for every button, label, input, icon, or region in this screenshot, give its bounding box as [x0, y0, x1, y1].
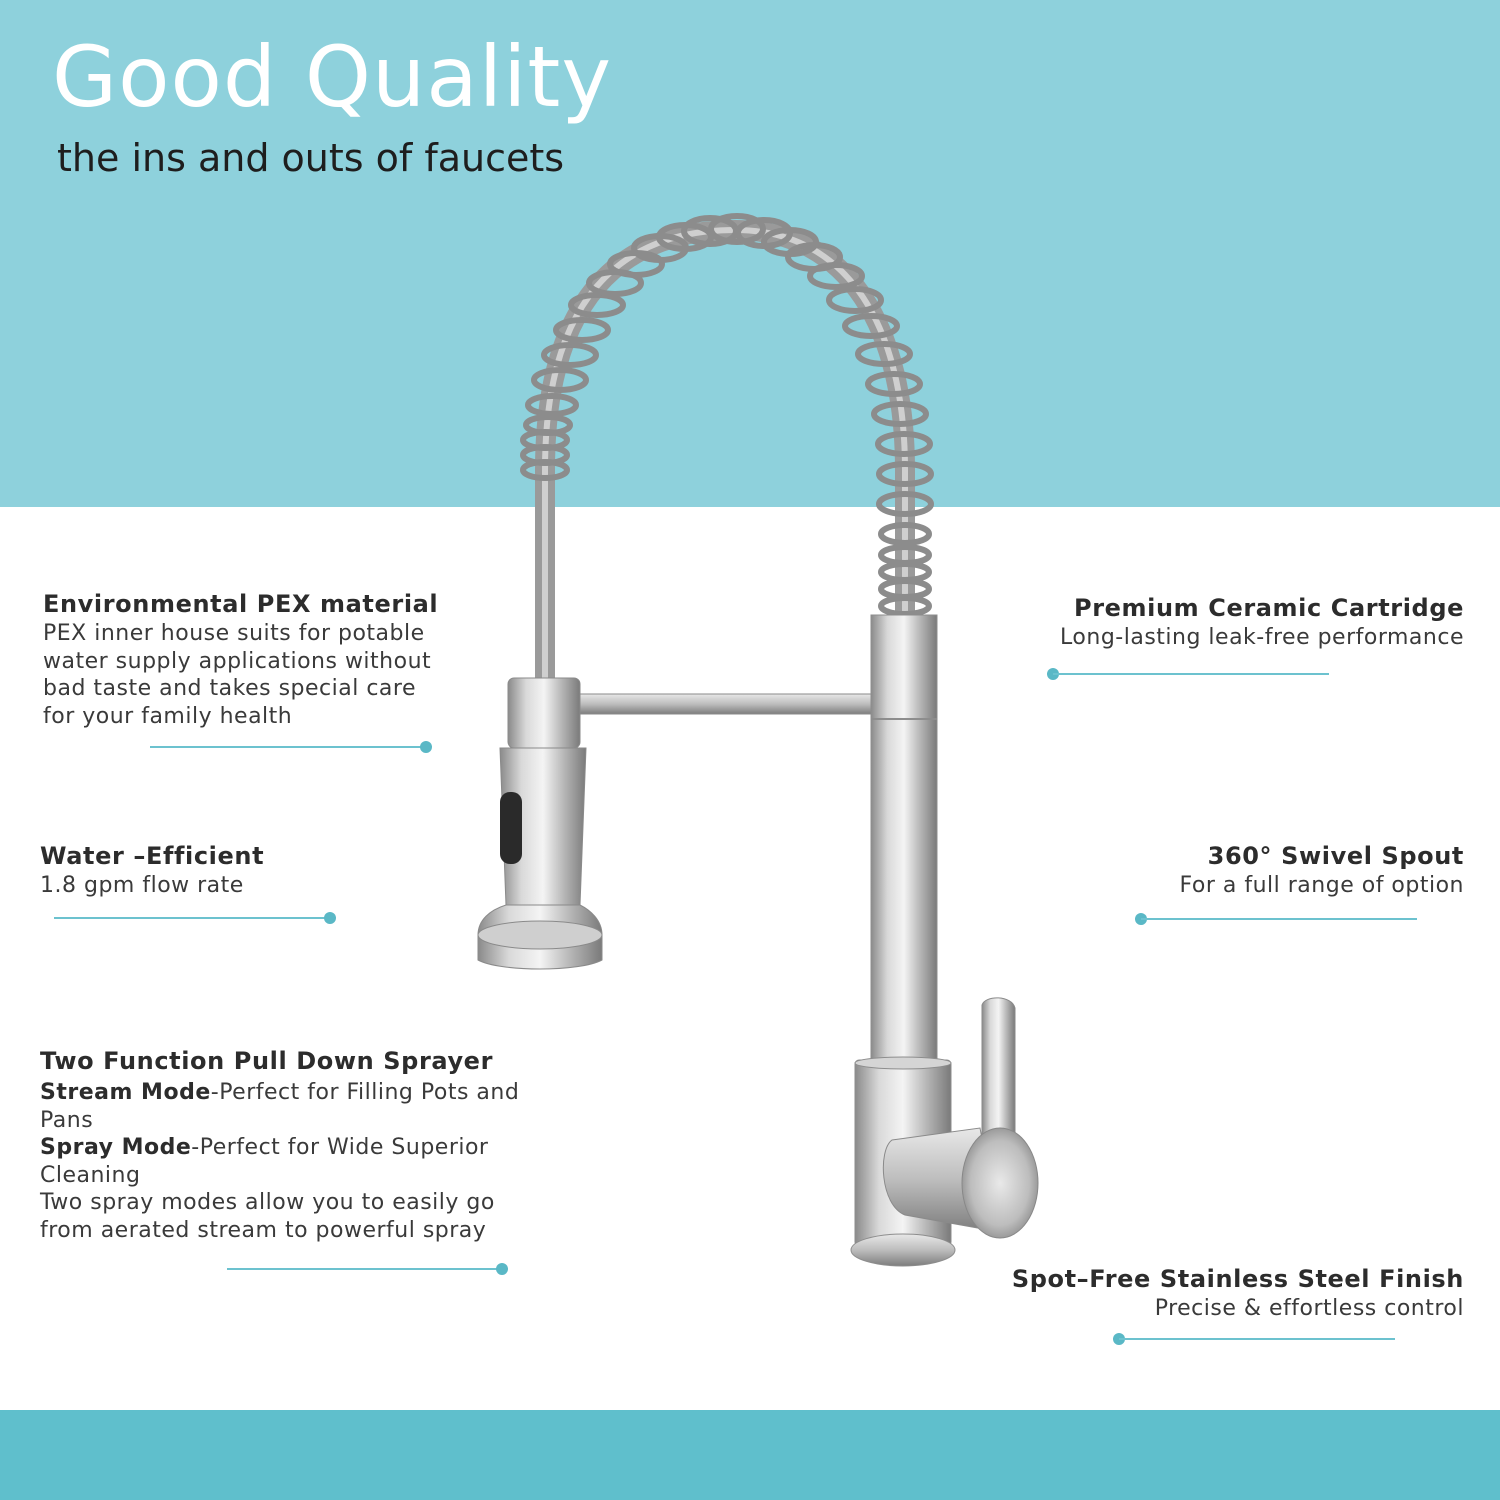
- feature-sprayer-title: Two Function Pull Down Sprayer: [40, 1047, 493, 1075]
- sprayer-connector-line: [227, 1268, 503, 1270]
- sprayer-button: [500, 792, 522, 864]
- feature-cartridge-title: Premium Ceramic Cartridge: [1074, 594, 1464, 622]
- stream-mode-text-cont: Pans: [40, 1107, 94, 1133]
- feature-cartridge-desc: Long-lasting leak-free performance: [1060, 625, 1464, 650]
- feature-cartridge: [1024, 594, 1464, 652]
- stream-mode-text: -Perfect for Filling Pots and: [210, 1080, 520, 1105]
- finish-connector-line: [1119, 1338, 1395, 1340]
- holder-arm: [560, 694, 888, 714]
- feature-water-desc: 1.8 gpm flow rate: [40, 873, 244, 898]
- spray-mode-label: Spray Mode: [40, 1135, 192, 1160]
- feature-pex-title: Environmental PEX material: [43, 590, 439, 618]
- water-connector-line: [54, 917, 330, 919]
- feature-sprayer: [40, 1047, 520, 1244]
- page-subtitle: the ins and outs of faucets: [57, 136, 565, 180]
- inner-hose: [545, 230, 905, 690]
- spray-mode-text: -Perfect for Wide Superior: [191, 1135, 489, 1160]
- stream-mode-label: Stream Mode: [40, 1080, 211, 1105]
- feature-swivel-title: 360° Swivel Spout: [1207, 842, 1464, 870]
- feature-pex-line: PEX inner house suits for potable: [43, 621, 425, 646]
- sprayer-extra-line: from aerated stream to powerful spray: [40, 1217, 487, 1243]
- feature-sprayer-desc: [40, 1079, 520, 1244]
- feature-finish: [984, 1265, 1464, 1323]
- sprayer-head: [508, 678, 580, 748]
- feature-swivel: [1104, 842, 1464, 900]
- feature-swivel-desc: For a full range of option: [1179, 873, 1464, 898]
- pex-connector-line: [150, 746, 426, 748]
- feature-pex-line: bad taste and takes special care: [43, 676, 416, 701]
- cartridge-connector-line: [1053, 673, 1329, 675]
- feature-pex: [43, 590, 463, 730]
- feature-pex-line: water supply applications without: [43, 648, 432, 674]
- feature-pex-line: for your family health: [43, 703, 293, 729]
- feature-finish-title: Spot–Free Stainless Steel Finish: [1011, 1265, 1464, 1293]
- feature-finish-desc: Precise & effortless control: [1154, 1296, 1464, 1321]
- feature-pex-desc: [43, 620, 463, 730]
- pex-connector-dot: [420, 741, 432, 753]
- page-title: Good Quality: [52, 28, 613, 126]
- faucet-handle: [982, 998, 1015, 1150]
- water-connector-dot: [324, 912, 336, 924]
- spray-mode-text-cont: Cleaning: [40, 1162, 141, 1188]
- sprayer-connector-dot: [496, 1263, 508, 1275]
- sprayer-extra-line: Two spray modes allow you to easily go: [40, 1190, 495, 1215]
- feature-water: [40, 842, 360, 900]
- spring-coil: [523, 216, 931, 614]
- feature-water-title: Water –Efficient: [40, 842, 265, 870]
- swivel-connector-line: [1141, 918, 1417, 920]
